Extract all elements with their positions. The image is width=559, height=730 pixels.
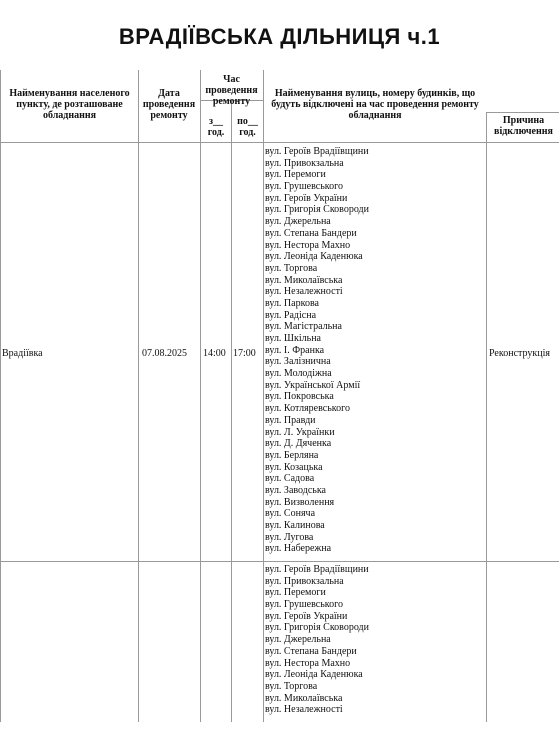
header-reason: Причина відключення — [494, 115, 553, 137]
street-list — [265, 564, 369, 716]
street-item: вул. Грушевського — [265, 181, 343, 193]
street-item: вул. Д. Дяченка — [265, 438, 332, 450]
street-item: вул. Шкільна — [265, 333, 321, 344]
street-item: вул. Привокзальна — [265, 157, 344, 169]
street-item: вул. Леоніда Каденюка — [265, 251, 363, 263]
street-item: вул. Григорія Сковороди — [265, 204, 369, 216]
street-item: вул. Лугова — [265, 531, 314, 543]
street-item: вул. Степана Бандери — [265, 227, 357, 239]
street-item: вул. Миколаївська — [265, 274, 343, 286]
grid-line — [231, 100, 232, 722]
street-item: вул. Магістральна — [265, 321, 342, 333]
grid-line — [0, 142, 559, 143]
street-item: вул. Заводська — [265, 484, 326, 496]
street-item: вул. Торгова — [265, 262, 318, 274]
cell-settlement: Врадіївка — [2, 348, 43, 359]
street-item: вул. Героїв Врадіївщини — [265, 564, 369, 575]
street-item: вул. Радісна — [265, 309, 317, 321]
cell-time-to: 17:00 — [233, 348, 256, 359]
grid-line — [138, 70, 139, 722]
street-item: вул. І. Франка — [265, 344, 325, 356]
street-item: вул. Григорія Сковороди — [265, 622, 369, 634]
street-item: вул. Визволення — [265, 496, 335, 508]
grid-line — [263, 70, 264, 722]
street-item: вул. Леоніда Каденюка — [265, 669, 363, 681]
street-item: вул. Л. Українки — [265, 426, 335, 438]
street-item: вул. Джерельна — [265, 216, 331, 228]
cell-date: 07.08.2025 — [142, 348, 187, 359]
street-item: вул. Покровська — [265, 391, 334, 403]
header-settlement: Найменування населеного пункту, де розташоване обладнання — [9, 88, 130, 121]
header-time: Час проведення ремонту — [205, 74, 258, 107]
grid-line — [0, 70, 1, 722]
page-title: ВРАДІЇВСЬКА ДІЛЬНИЦЯ ч.1 — [118, 24, 441, 49]
street-item: вул. Козацька — [265, 461, 323, 473]
street-item: вул. Правди — [265, 414, 316, 426]
street-item: вул. Паркова — [265, 297, 319, 309]
street-item: вул. Незалежності — [265, 704, 343, 716]
street-list — [265, 146, 369, 555]
street-item: вул. Залізнична — [265, 356, 331, 368]
header-time-from: з__ год. — [207, 116, 225, 138]
grid-line — [0, 561, 559, 562]
street-item: вул. Грушевського — [265, 599, 343, 611]
street-item: вул. Набережна — [265, 543, 332, 555]
street-item: вул. Котляревського — [265, 403, 350, 415]
street-item: вул. Героїв Врадіївщини — [265, 146, 369, 157]
street-item: вул. Соняча — [265, 508, 316, 520]
street-item: вул. Привокзальна — [265, 575, 344, 587]
street-item: вул. Молодіжна — [265, 368, 332, 380]
street-item: вул. Берляна — [265, 449, 319, 461]
header-time-to: по__ год. — [237, 116, 258, 138]
street-item: вул. Нестора Махно — [265, 239, 351, 251]
street-item: вул. Незалежності — [265, 286, 343, 298]
street-item: вул. Калинова — [265, 520, 325, 531]
street-item: вул. Торгова — [265, 680, 318, 692]
grid-line — [200, 70, 201, 722]
street-item: вул. Перемоги — [265, 169, 326, 181]
cell-reason: Реконструкція — [489, 348, 550, 359]
street-item: вул. Садова — [265, 473, 315, 485]
header-date: Дата проведення ремонту — [142, 88, 196, 121]
street-item: вул. Степана Бандери — [265, 645, 357, 657]
header-streets: Найменування вулиць, номеру будинків, що будуть відключені на час проведення ремонту обладнання — [271, 88, 479, 121]
grid-line — [486, 112, 487, 722]
street-item: вул. Миколаївська — [265, 692, 343, 704]
street-item: вул. Героїв України — [265, 610, 348, 622]
street-item: вул. Української Армії — [265, 379, 361, 391]
cell-time-from: 14:00 — [203, 348, 226, 359]
street-item: вул. Героїв України — [265, 192, 348, 204]
street-item: вул. Джерельна — [265, 634, 331, 646]
street-item: вул. Перемоги — [265, 587, 326, 599]
grid-line — [486, 112, 559, 113]
outage-table — [0, 70, 559, 730]
street-item: вул. Нестора Махно — [265, 657, 351, 669]
